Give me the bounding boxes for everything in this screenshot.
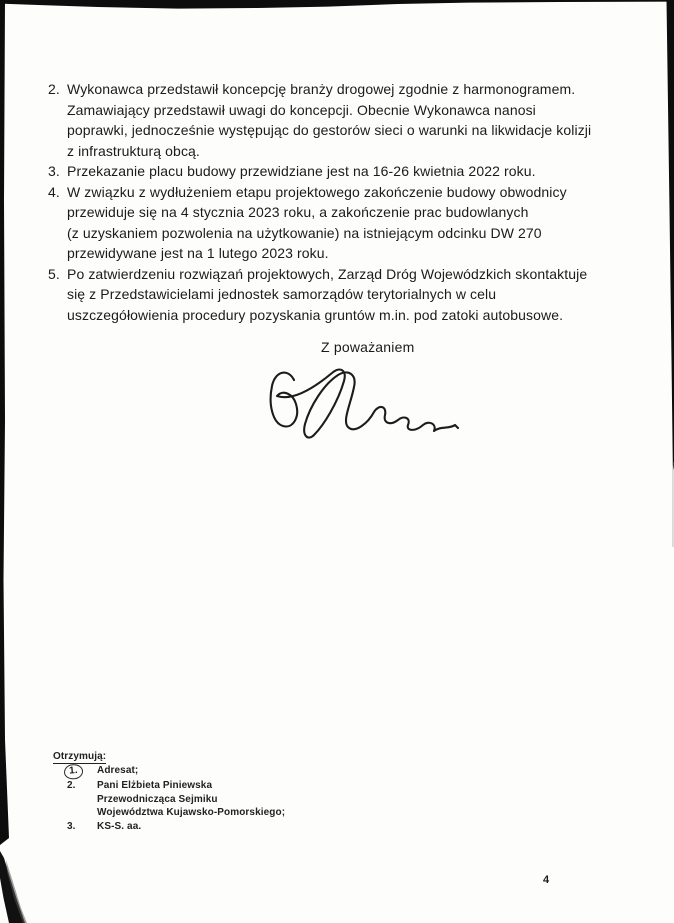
footer-line: Pani Elżbieta Piniewska bbox=[97, 780, 213, 792]
letter-body bbox=[48, 79, 593, 325]
scan-edge-right bbox=[667, 0, 674, 470]
list-item-5 bbox=[48, 264, 593, 326]
scan-corner-wedge-shadow bbox=[6, 860, 27, 923]
list-item-text bbox=[67, 79, 593, 161]
list-item-number: 2. bbox=[48, 81, 60, 97]
recipient-number: 2. bbox=[67, 780, 76, 792]
hand-drawn-circle-mark: 1. bbox=[63, 764, 83, 781]
list-item-4 bbox=[48, 182, 593, 264]
body-line: poprawki, jednocześnie występując do gestorów sieci o warunki na likwidacje kolizji bbox=[67, 122, 592, 138]
recipient-text bbox=[97, 764, 285, 779]
closing-salutation: Z poważaniem bbox=[321, 339, 415, 355]
handwritten-signature-icon bbox=[250, 362, 466, 456]
body-line: Wykonawca przedstawił koncepcję branży drogowej zgodnie z harmonogramem. bbox=[67, 81, 576, 97]
body-line: się z Przedstawicielami jednostek samorządów terytorialnych w celu bbox=[67, 286, 497, 302]
scan-corner-wedge bbox=[0, 851, 25, 923]
recipient-text bbox=[97, 820, 285, 833]
footer-line: Województwa Kujawsko-Pomorskiego; bbox=[97, 807, 286, 819]
body-line: uszczegółowienia procedury pozyskania gruntów m.in. pod zatoki autobusowe. bbox=[67, 306, 564, 323]
body-line: W związku z wydłużeniem etapu projektowego zakończenie budowy obwodnicy bbox=[67, 183, 567, 200]
recipient-number: 3. bbox=[67, 820, 76, 832]
list-item-number: 4. bbox=[48, 183, 60, 200]
scan-edge-right-fade bbox=[672, 462, 673, 547]
list-item-number: 5. bbox=[48, 265, 60, 282]
body-line: z infrastrukturą obcą. bbox=[67, 142, 200, 159]
footer-line: Adresat; bbox=[97, 765, 139, 777]
footer-line: KS-S. aa. bbox=[97, 820, 142, 832]
list-item-text bbox=[67, 182, 593, 264]
recipient-1 bbox=[67, 764, 285, 779]
body-line: Zamawiający przedstawił uwagi do koncepcji. Obecnie Wykonawca nanosi bbox=[67, 101, 536, 118]
list-item-text bbox=[67, 161, 593, 182]
list-item-text bbox=[67, 264, 593, 326]
recipients-heading: Otrzymują: bbox=[53, 750, 106, 764]
body-line: Po zatwierdzeniu rozwiązań projektowych, Zarząd Dróg Wojewódzkich skontaktuje bbox=[67, 265, 588, 282]
recipient-text bbox=[97, 779, 285, 819]
body-line: (z uzyskaniem pozwolenia na użytkowanie) na istniejącym odcinku DW 270 bbox=[67, 224, 542, 241]
list-item-2 bbox=[48, 79, 593, 161]
scan-edge-left bbox=[0, 0, 9, 845]
list-item-number: 3. bbox=[48, 163, 60, 179]
recipient-2 bbox=[67, 779, 285, 819]
recipients-block bbox=[53, 750, 285, 833]
list-item-3 bbox=[48, 161, 593, 182]
recipient-number bbox=[67, 764, 97, 779]
footer-line: Przewodnicząca Sejmiku bbox=[97, 793, 218, 805]
body-line: przewiduje się na 4 stycznia 2023 roku, a zakończenie prac budowlanych bbox=[67, 204, 529, 220]
page-number: 4 bbox=[543, 874, 550, 886]
body-line: Przekazanie placu budowy przewidziane jest na 16-26 kwietnia 2022 roku. bbox=[67, 163, 536, 179]
recipient-3 bbox=[67, 820, 285, 833]
scan-edge-top bbox=[0, 0, 674, 9]
body-line: przewidywane jest na 1 lutego 2023 roku. bbox=[67, 245, 329, 261]
